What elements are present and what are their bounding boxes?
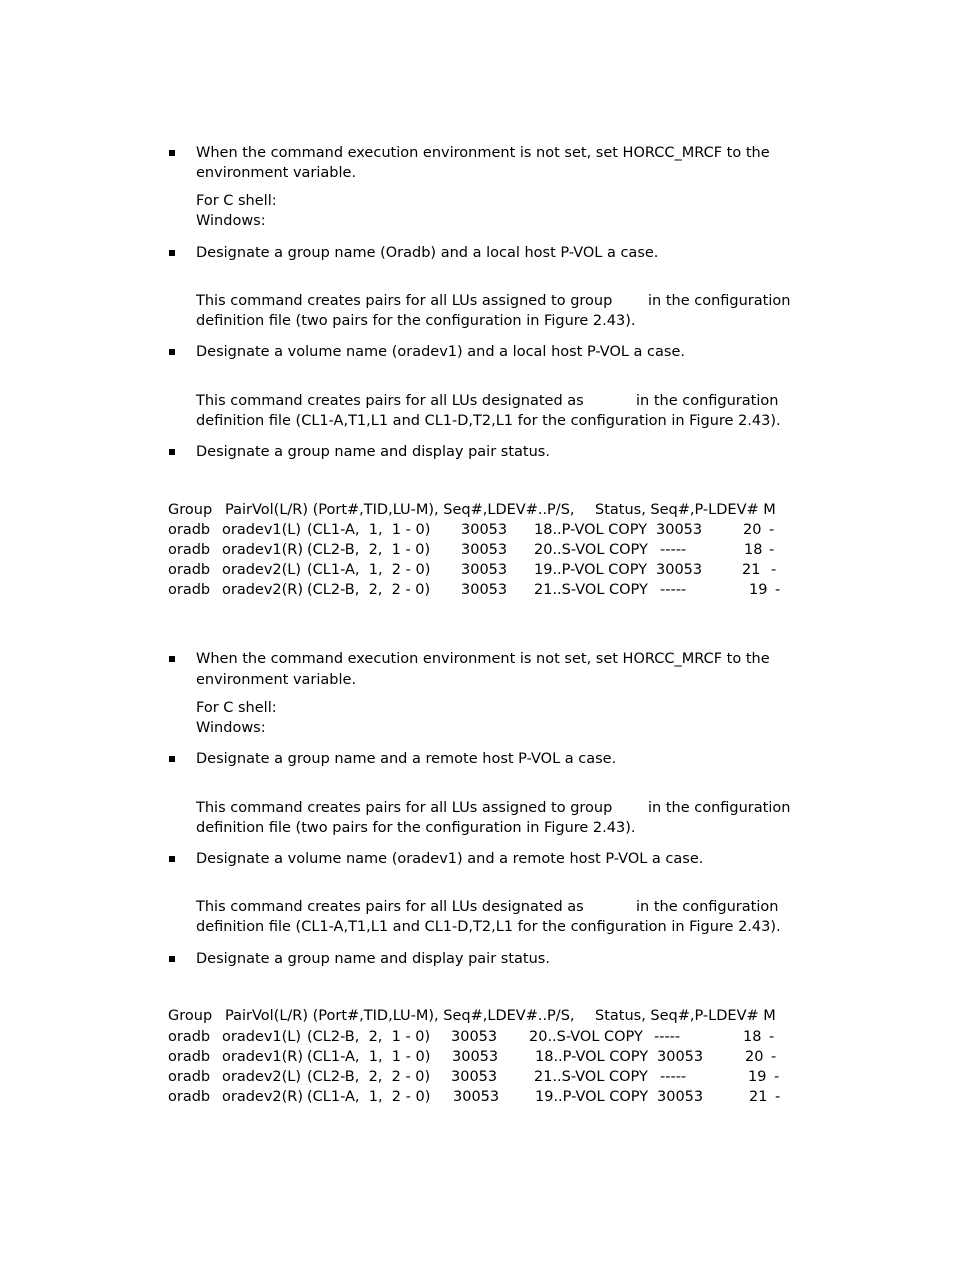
table-row	[168, 1047, 808, 1067]
table-cell: oradev2(R)	[222, 582, 304, 598]
table-cell: 30053	[461, 562, 508, 578]
table-cell: -----	[660, 1069, 687, 1085]
bullet-text: When the command execution environment is not set, set HORCC_MRCF to the	[196, 651, 770, 667]
bullet-marker	[169, 449, 175, 455]
bullet-text: Designate a volume name (oradev1) and a remote host P-VOL a case.	[196, 851, 704, 867]
table-cell: (CL2-B, 2, 2 - 0)	[307, 1069, 431, 1085]
description-text: definition file (two pairs for the configuration in Figure 2.43).	[196, 820, 636, 836]
table-cell: -----	[660, 542, 687, 558]
description-text: This command creates pairs for all LUs designated as	[196, 393, 584, 409]
table-cell: (CL2-B, 2, 1 - 0)	[307, 542, 431, 558]
bullet-marker	[169, 856, 175, 862]
table-cell: -	[769, 542, 775, 558]
table-cell: -----	[654, 1029, 681, 1045]
header-cell: Status, Seq#,P-LDEV# M	[595, 502, 776, 518]
bullet-text: Designate a group name and display pair status.	[196, 951, 550, 967]
table-cell: 30053	[461, 582, 508, 598]
table-cell: 20	[743, 522, 762, 538]
table-cell: oradb	[168, 1089, 211, 1105]
bullet-text-cont: environment variable.	[196, 672, 357, 688]
description-text: definition file (two pairs for the configuration in Figure 2.43).	[196, 313, 636, 329]
table-cell: oradb	[168, 1049, 211, 1065]
table-cell: 30053	[453, 1089, 500, 1105]
table-row	[168, 560, 808, 580]
table-cell: (CL1-A, 1, 1 - 0)	[307, 522, 431, 538]
table-cell: oradb	[168, 582, 211, 598]
description-text: This command creates pairs for all LUs assigned to group	[196, 800, 613, 816]
cshell-label: For C shell:	[196, 193, 277, 209]
table-cell: 21	[749, 1089, 768, 1105]
header-cell: Group	[168, 1008, 213, 1024]
table-cell: 20..S-VOL COPY	[534, 542, 648, 558]
table-row	[168, 520, 808, 540]
header-cell: PairVol(L/R) (Port#,TID,LU-M), Seq#,LDEV#..P/S,	[225, 502, 575, 518]
table-header	[168, 500, 808, 520]
table-cell: oradb	[168, 522, 211, 538]
table-cell: 19	[749, 582, 768, 598]
table-cell: 30053	[451, 1069, 498, 1085]
table-cell: -	[769, 1029, 775, 1045]
bullet-text: Designate a group name (Oradb) and a local host P-VOL a case.	[196, 245, 659, 261]
table-cell: (CL1-A, 1, 2 - 0)	[307, 1089, 431, 1105]
table-cell: 21..S-VOL COPY	[534, 582, 648, 598]
table-cell: oradev1(R)	[222, 1049, 304, 1065]
table-cell: -	[771, 562, 777, 578]
table-cell: 18..P-VOL COPY	[534, 522, 648, 538]
description-text: definition file (CL1-A,T1,L1 and CL1-D,T2,L1 for the configuration in Figure 2.43).	[196, 413, 781, 429]
table-cell: oradev2(L)	[222, 562, 302, 578]
bullet-text: Designate a volume name (oradev1) and a local host P-VOL a case.	[196, 344, 685, 360]
bullet-text: Designate a group name and a remote host P-VOL a case.	[196, 751, 617, 767]
table-cell: 19..P-VOL COPY	[535, 1089, 649, 1105]
header-cell: PairVol(L/R) (Port#,TID,LU-M), Seq#,LDEV#..P/S,	[225, 1008, 575, 1024]
table-row	[168, 580, 808, 600]
table-row	[168, 540, 808, 560]
table-cell: 30053	[656, 522, 703, 538]
table-cell: (CL1-A, 1, 2 - 0)	[307, 562, 431, 578]
table-cell: 30053	[656, 562, 703, 578]
table-cell: 20..S-VOL COPY	[529, 1029, 643, 1045]
bullet-text: Designate a group name and display pair status.	[196, 444, 550, 460]
bullet-text-cont: environment variable.	[196, 165, 357, 181]
table-row	[168, 1087, 808, 1107]
table-header	[168, 1006, 808, 1026]
table-row	[168, 1027, 808, 1047]
table-cell: -----	[660, 582, 687, 598]
bullet-marker	[169, 349, 175, 355]
table-cell: oradev1(L)	[222, 522, 302, 538]
bullet-marker	[169, 656, 175, 662]
table-cell: 20	[745, 1049, 764, 1065]
table-row	[168, 1067, 808, 1087]
windows-label: Windows:	[196, 213, 266, 229]
table-cell: oradev2(R)	[222, 1089, 304, 1105]
table-cell: -	[774, 1069, 780, 1085]
table-cell: 30053	[657, 1089, 704, 1105]
table-cell: -	[775, 582, 781, 598]
table-cell: oradb	[168, 562, 211, 578]
bullet-marker	[169, 756, 175, 762]
description-text: in the configuration	[648, 800, 791, 816]
table-cell: 19..P-VOL COPY	[534, 562, 648, 578]
table-cell: oradb	[168, 1029, 211, 1045]
table-cell: 30053	[451, 1029, 498, 1045]
bullet-text: When the command execution environment is not set, set HORCC_MRCF to the	[196, 145, 770, 161]
table-cell: oradev2(L)	[222, 1069, 302, 1085]
table-cell: 18	[743, 1029, 762, 1045]
table-cell: 30053	[461, 522, 508, 538]
windows-label: Windows:	[196, 720, 266, 736]
header-cell: Status, Seq#,P-LDEV# M	[595, 1008, 776, 1024]
description-text: in the configuration	[648, 293, 791, 309]
table-cell: 18	[744, 542, 763, 558]
bullet-marker	[169, 956, 175, 962]
table-cell: 18..P-VOL COPY	[535, 1049, 649, 1065]
table-cell: oradb	[168, 1069, 211, 1085]
description-text: in the configuration	[636, 393, 779, 409]
bullet-marker	[169, 250, 175, 256]
description-text: definition file (CL1-A,T1,L1 and CL1-D,T2,L1 for the configuration in Figure 2.43).	[196, 919, 781, 935]
table-cell: 30053	[461, 542, 508, 558]
table-cell: oradev1(L)	[222, 1029, 302, 1045]
table-cell: 30053	[657, 1049, 704, 1065]
table-cell: 30053	[452, 1049, 499, 1065]
table-cell: oradev1(R)	[222, 542, 304, 558]
table-cell: 19	[748, 1069, 767, 1085]
table-cell: -	[771, 1049, 777, 1065]
description-text: This command creates pairs for all LUs designated as	[196, 899, 584, 915]
table-cell: 21..S-VOL COPY	[534, 1069, 648, 1085]
table-cell: oradb	[168, 542, 211, 558]
table-cell: (CL2-B, 2, 2 - 0)	[307, 582, 431, 598]
header-cell: Group	[168, 502, 213, 518]
table-cell: (CL1-A, 1, 1 - 0)	[307, 1049, 431, 1065]
description-text: in the configuration	[636, 899, 779, 915]
table-cell: -	[775, 1089, 781, 1105]
bullet-marker	[169, 150, 175, 156]
table-cell: 21	[742, 562, 761, 578]
table-cell: -	[769, 522, 775, 538]
description-text: This command creates pairs for all LUs assigned to group	[196, 293, 613, 309]
table-cell: (CL2-B, 2, 1 - 0)	[307, 1029, 431, 1045]
cshell-label: For C shell:	[196, 700, 277, 716]
